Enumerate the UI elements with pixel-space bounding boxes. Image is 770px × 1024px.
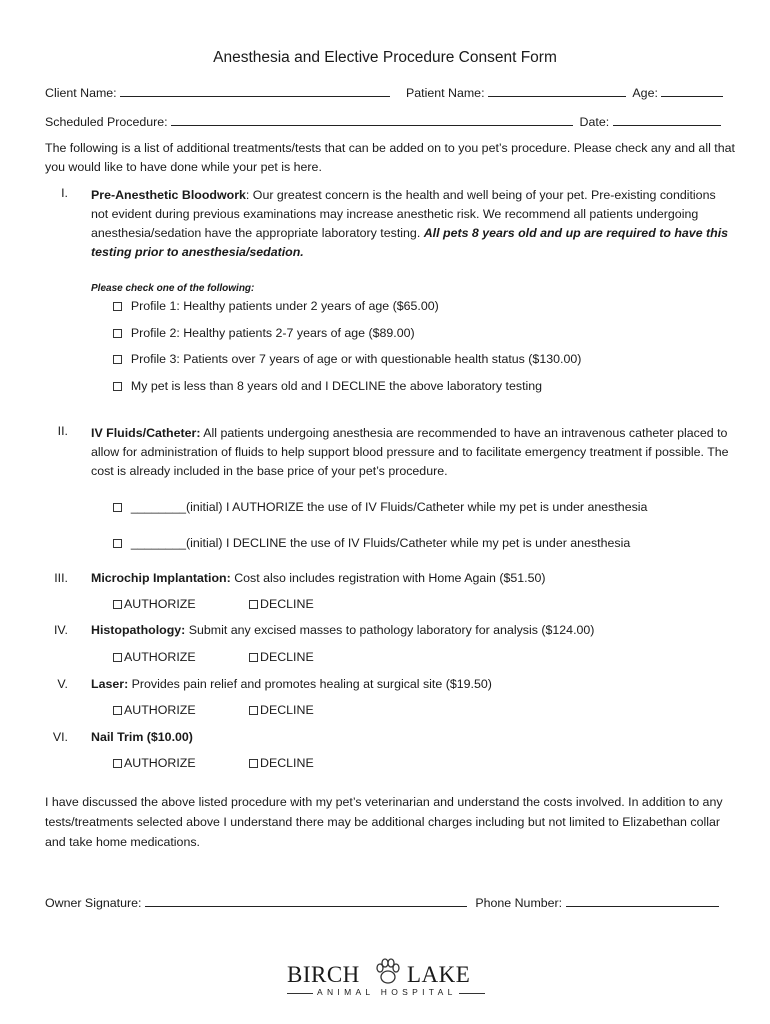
iv-authorize-option[interactable] — [113, 500, 647, 514]
checkbox[interactable] — [249, 759, 258, 768]
paw-icon — [373, 958, 403, 986]
option-label: Profile 2: Healthy patients 2-7 years of age ($89.00) — [130, 326, 415, 340]
section-4-number: IV. — [53, 623, 68, 637]
section-2-number: II. — [57, 424, 68, 438]
microchip-authorize[interactable] — [113, 597, 196, 611]
section-2-body — [91, 424, 731, 481]
histopathology-authorize[interactable] — [113, 650, 196, 664]
section-2-heading: IV Fluids/Catheter: — [91, 426, 201, 440]
checkbox[interactable] — [249, 653, 258, 662]
date-field[interactable] — [613, 111, 721, 126]
age-field[interactable] — [661, 82, 723, 97]
checkbox[interactable] — [113, 382, 122, 391]
birch-lake-logo — [287, 962, 487, 1002]
patient-name-field[interactable] — [488, 82, 626, 97]
section-5-text: Provides pain relief and promotes healing at surgical site ($19.50) — [128, 677, 492, 691]
logo-word-lake: LAKE — [407, 962, 471, 987]
checkbox[interactable] — [249, 706, 258, 715]
authorize-label: AUTHORIZE — [124, 703, 196, 717]
logo-subtitle: ANIMAL HOSPITAL — [317, 987, 457, 997]
checkbox[interactable] — [113, 302, 122, 311]
nail-trim-authorize[interactable] — [113, 756, 196, 770]
checkbox[interactable] — [113, 600, 122, 609]
owner-signature-field[interactable] — [145, 892, 467, 907]
option-label: Profile 1: Healthy patients under 2 years of age ($65.00) — [130, 299, 439, 313]
logo-rule-right — [459, 993, 485, 994]
decline-label: DECLINE — [260, 703, 314, 717]
decline-label: DECLINE — [260, 597, 314, 611]
page-title: Anesthesia and Elective Procedure Consent Form — [213, 49, 557, 66]
authorize-label: AUTHORIZE — [124, 756, 196, 770]
phone-number-field[interactable] — [566, 892, 719, 907]
section-6-number: VI. — [52, 730, 68, 744]
section-1-text: : Our greatest concern is the health and well being of your pet. Pre-existing conditions not evident during previous examinations may increase anesthetic risk. We recommend all patients undergoing anesthesia/sedation have the appropriate laboratory testing. — [91, 188, 716, 240]
decline-testing-option[interactable] — [113, 379, 542, 393]
scheduled-procedure-field[interactable] — [171, 111, 573, 126]
signature-row — [45, 892, 719, 910]
option-label: My pet is less than 8 years old and I DECLINE the above laboratory testing — [130, 379, 543, 393]
phone-number-label: Phone Number: — [475, 896, 563, 910]
laser-decline[interactable] — [249, 703, 314, 717]
client-name-row — [45, 82, 390, 100]
age-label: Age: — [632, 86, 658, 100]
section-4-heading: Histopathology: — [91, 623, 186, 637]
checkbox[interactable] — [113, 706, 122, 715]
logo-word-birch: BIRCH — [287, 962, 360, 987]
checkbox[interactable] — [113, 653, 122, 662]
section-5-heading: Laser: — [91, 677, 129, 691]
checkbox[interactable] — [249, 600, 258, 609]
microchip-decline[interactable] — [249, 597, 314, 611]
section-5-number: V. — [57, 677, 68, 691]
logo-subtitle-row — [287, 988, 487, 998]
section-1-emphasis: All pets 8 years old and up are required to have this testing prior to anesthesia/sedation. — [91, 226, 729, 259]
laser-authorize[interactable] — [113, 703, 196, 717]
section-1-instruction: Please check one of the following: — [91, 283, 255, 294]
client-name-label: Client Name: — [45, 86, 117, 100]
closing-paragraph: I have discussed the above listed procedure with my pet’s veterinarian and understand the costs involved. In addition to any tests/treatments selected above I understand there may be additional charges including but not limited to Elizabethan collar and take home medications. — [45, 795, 723, 849]
profile-3-option[interactable] — [113, 352, 581, 366]
section-3-number: III. — [54, 571, 68, 585]
checkbox[interactable] — [113, 355, 122, 364]
checkbox[interactable] — [113, 329, 122, 338]
section-1-body — [91, 186, 731, 262]
authorize-label: AUTHORIZE — [124, 597, 196, 611]
iv-decline-option[interactable] — [113, 536, 630, 550]
date-label: Date: — [579, 115, 610, 129]
section-3-body — [91, 571, 546, 585]
checkbox[interactable] — [113, 539, 122, 548]
histopathology-decline[interactable] — [249, 650, 314, 664]
procedure-row — [45, 111, 721, 129]
section-3-text: Cost also includes registration with Home Again ($51.50) — [230, 571, 546, 585]
checkbox[interactable] — [113, 503, 122, 512]
section-6-body — [91, 730, 193, 744]
section-6-heading: Nail Trim ($10.00) — [91, 730, 193, 744]
profile-1-option[interactable] — [113, 299, 439, 313]
nail-trim-decline[interactable] — [249, 756, 314, 770]
intro-paragraph: The following is a list of additional treatments/tests that can be added on to you pet’s procedure. Please check any and all that you would like to have done while your pet is here. — [45, 141, 735, 174]
scheduled-procedure-label: Scheduled Procedure: — [45, 115, 168, 129]
decline-label: DECLINE — [260, 756, 314, 770]
checkbox[interactable] — [113, 759, 122, 768]
logo-rule-left — [287, 993, 313, 994]
section-4-text: Submit any excised masses to pathology laboratory for analysis ($124.00) — [185, 623, 595, 637]
owner-signature-label: Owner Signature: — [45, 896, 142, 910]
option-label: ________(initial) I DECLINE the use of IV Fluids/Catheter while my pet is under anesthesia — [130, 536, 631, 550]
patient-name-label: Patient Name: — [406, 86, 485, 100]
client-name-field[interactable] — [120, 82, 390, 97]
section-3-heading: Microchip Implantation: — [91, 571, 231, 585]
section-4-body — [91, 623, 594, 637]
option-label: Profile 3: Patients over 7 years of age or with questionable health status ($130.00) — [130, 352, 582, 366]
decline-label: DECLINE — [260, 650, 314, 664]
patient-name-row — [406, 82, 723, 100]
section-5-body — [91, 677, 492, 691]
profile-2-option[interactable] — [113, 326, 415, 340]
section-1-number: I. — [61, 186, 68, 200]
authorize-label: AUTHORIZE — [124, 650, 196, 664]
section-1-heading: Pre-Anesthetic Bloodwork — [91, 188, 246, 202]
section-2-text: All patients undergoing anesthesia are recommended to have an intravenous catheter placed to allow for administration of fluids to help support blood pressure and to facilitate emergency treatment if possible. The cost is already included in the base price of your pet’s procedure. — [91, 426, 729, 478]
option-label: ________(initial) I AUTHORIZE the use of IV Fluids/Catheter while my pet is under anesthesia — [130, 500, 648, 514]
